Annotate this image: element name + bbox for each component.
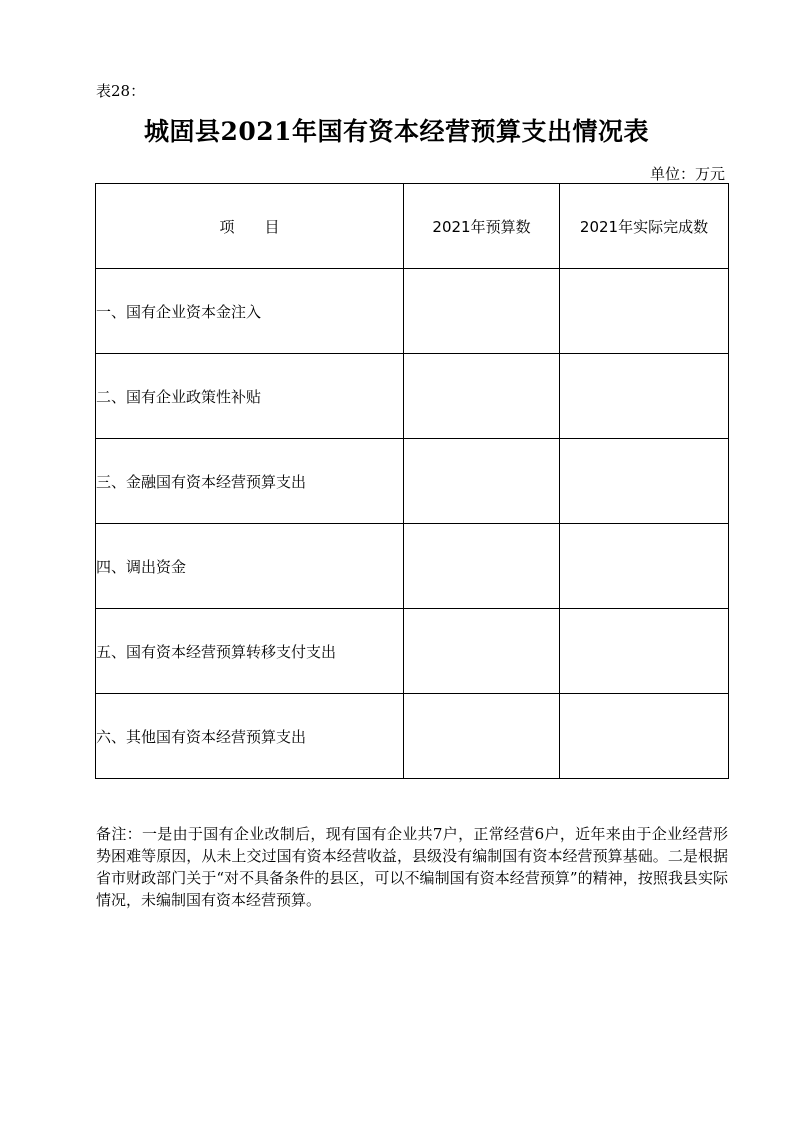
row-budget-cell [404, 439, 560, 524]
table-row [96, 439, 729, 524]
table-row [96, 609, 729, 694]
table-row [96, 694, 729, 779]
header-budget: 2021年预算数 [404, 184, 560, 269]
table-header-row [96, 184, 729, 269]
row-actual-cell [560, 609, 729, 694]
row-budget-cell [404, 524, 560, 609]
row-item-name: 五、国有资本经营预算转移支付支出 [96, 609, 404, 694]
row-item-name: 四、调出资金 [96, 524, 404, 609]
page-title: 城固县2021年国有资本经营预算支出情况表 [143, 117, 650, 146]
row-item-name: 一、国有企业资本金注入 [96, 269, 404, 354]
row-actual-cell [560, 269, 729, 354]
footnote-remarks: 备注：一是由于国有企业改制后，现有国有企业共7户，正常经营6户，近年来由于企业经营形势困难等原因，从未上交过国有资本经营收益，县级没有编制国有资本经营预算基础。二是根据省市财政部门关于“对不具备条件的县区，可以不编制国有资本经营预算”的精神，按照我县实际情况，未编制国有资本经营预算。 [96, 825, 728, 909]
table-row [96, 354, 729, 439]
header-actual: 2021年实际完成数 [560, 184, 729, 269]
row-actual-cell [560, 439, 729, 524]
table-number-label: 表28： [96, 82, 146, 100]
row-budget-cell [404, 694, 560, 779]
table-row [96, 269, 729, 354]
table-row [96, 524, 729, 609]
row-item-name: 三、金融国有资本经营预算支出 [96, 439, 404, 524]
row-item-name: 二、国有企业政策性补贴 [96, 354, 404, 439]
row-actual-cell [560, 354, 729, 439]
row-budget-cell [404, 609, 560, 694]
row-budget-cell [404, 354, 560, 439]
row-actual-cell [560, 694, 729, 779]
budget-table [95, 183, 729, 779]
row-budget-cell [404, 269, 560, 354]
row-actual-cell [560, 524, 729, 609]
row-item-name: 六、其他国有资本经营预算支出 [96, 694, 404, 779]
header-item: 项 目 [96, 184, 404, 269]
unit-label: 单位：万元 [649, 165, 725, 183]
